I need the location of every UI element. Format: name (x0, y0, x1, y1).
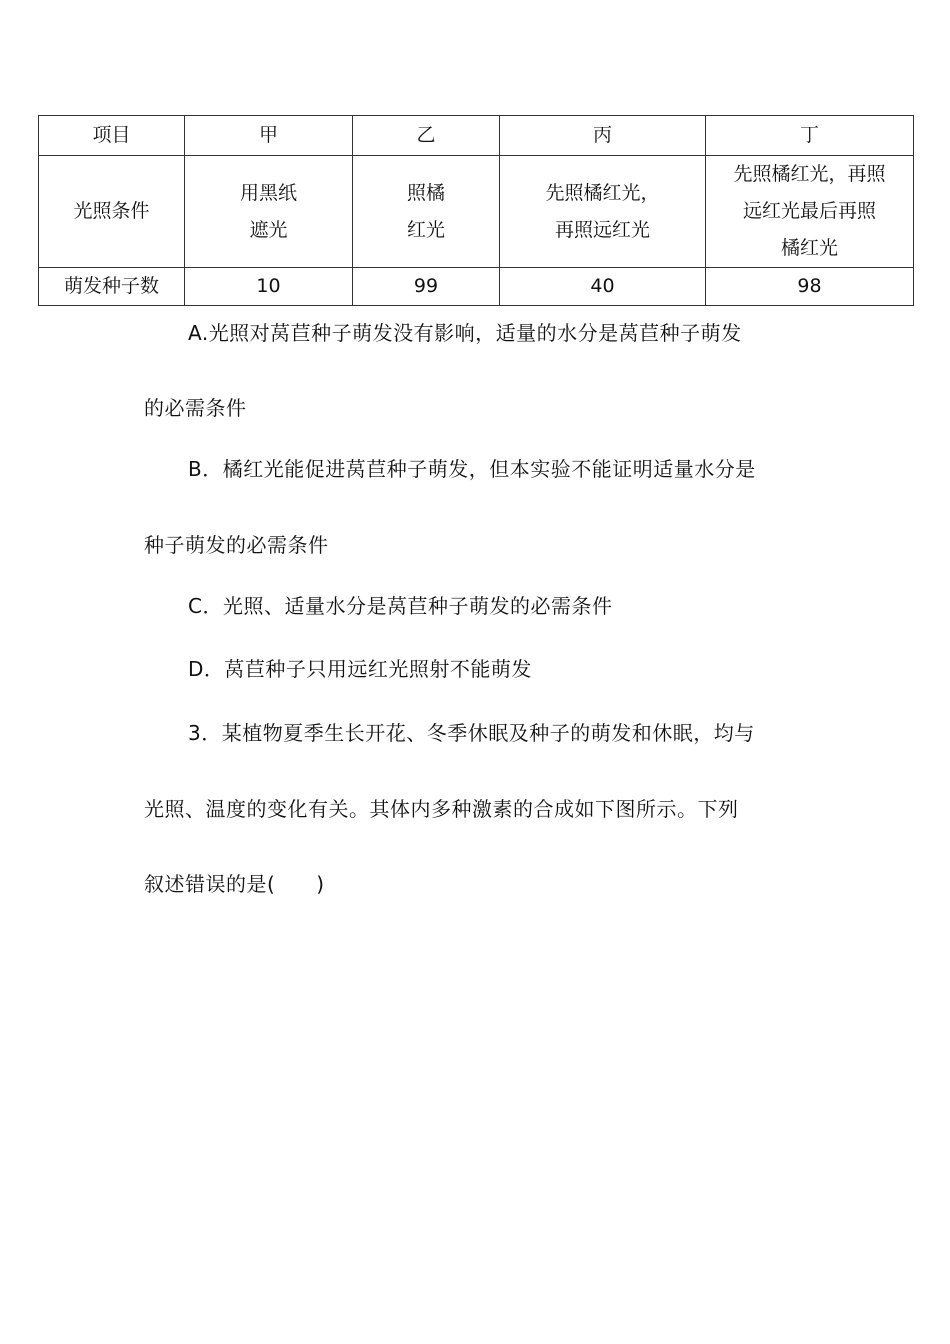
question-3-line-3: 叙述错误的是( ) (144, 872, 325, 896)
header-cell-ding: 丁 (706, 116, 914, 156)
table-header-row (39, 116, 914, 156)
cell-line: 橘红光 (780, 237, 838, 259)
question-3-line-1: 3．某植物夏季生长开花、冬季休眠及种子的萌发和休眠，均与 (188, 721, 755, 745)
header-cell-yi: 乙 (353, 116, 500, 156)
cell-line: 再照远红光 (554, 218, 650, 241)
cell-line: 照橘 (406, 181, 445, 204)
header-cell-jia: 甲 (185, 116, 353, 156)
table-row-germinated-count (39, 268, 914, 306)
count-cell-yi: 99 (353, 268, 500, 306)
germinated-count-label: 萌发种子数 (39, 268, 185, 306)
option-d-line: D．莴苣种子只用远红光照射不能萌发 (188, 657, 532, 681)
option-b-line-1: B．橘红光能促进莴苣种子萌发，但本实验不能证明适量水分是 (188, 457, 756, 481)
option-a-line-1: A.光照对莴苣种子萌发没有影响，适量的水分是莴苣种子萌发 (188, 321, 742, 345)
option-a-line-2: 的必需条件 (144, 396, 247, 420)
light-cell-bing (500, 156, 706, 268)
light-cell-jia (185, 156, 353, 268)
light-cell-yi (353, 156, 500, 268)
light-condition-label: 光照条件 (39, 156, 185, 268)
cell-line: 先照橘红光，再照 (733, 163, 886, 185)
option-c-line: C．光照、适量水分是莴苣种子萌发的必需条件 (188, 594, 613, 618)
cell-line: 遮光 (249, 218, 288, 241)
light-cell-ding (706, 156, 914, 268)
table-row-light-condition (39, 156, 914, 268)
count-cell-ding: 98 (706, 268, 914, 306)
header-cell-bing: 丙 (500, 116, 706, 156)
cell-line: 先照橘红光， (545, 181, 660, 204)
count-cell-jia: 10 (185, 268, 353, 306)
cell-line: 用黑纸 (239, 181, 297, 204)
count-cell-bing: 40 (500, 268, 706, 306)
cell-line: 红光 (406, 218, 445, 241)
option-b-line-2: 种子萌发的必需条件 (144, 533, 329, 557)
experiment-table (38, 115, 914, 306)
header-cell-item: 项目 (39, 116, 185, 156)
cell-line: 远红光最后再照 (742, 200, 876, 222)
question-3-line-2: 光照、温度的变化有关。其体内多种激素的合成如下图所示。下列 (144, 797, 739, 821)
